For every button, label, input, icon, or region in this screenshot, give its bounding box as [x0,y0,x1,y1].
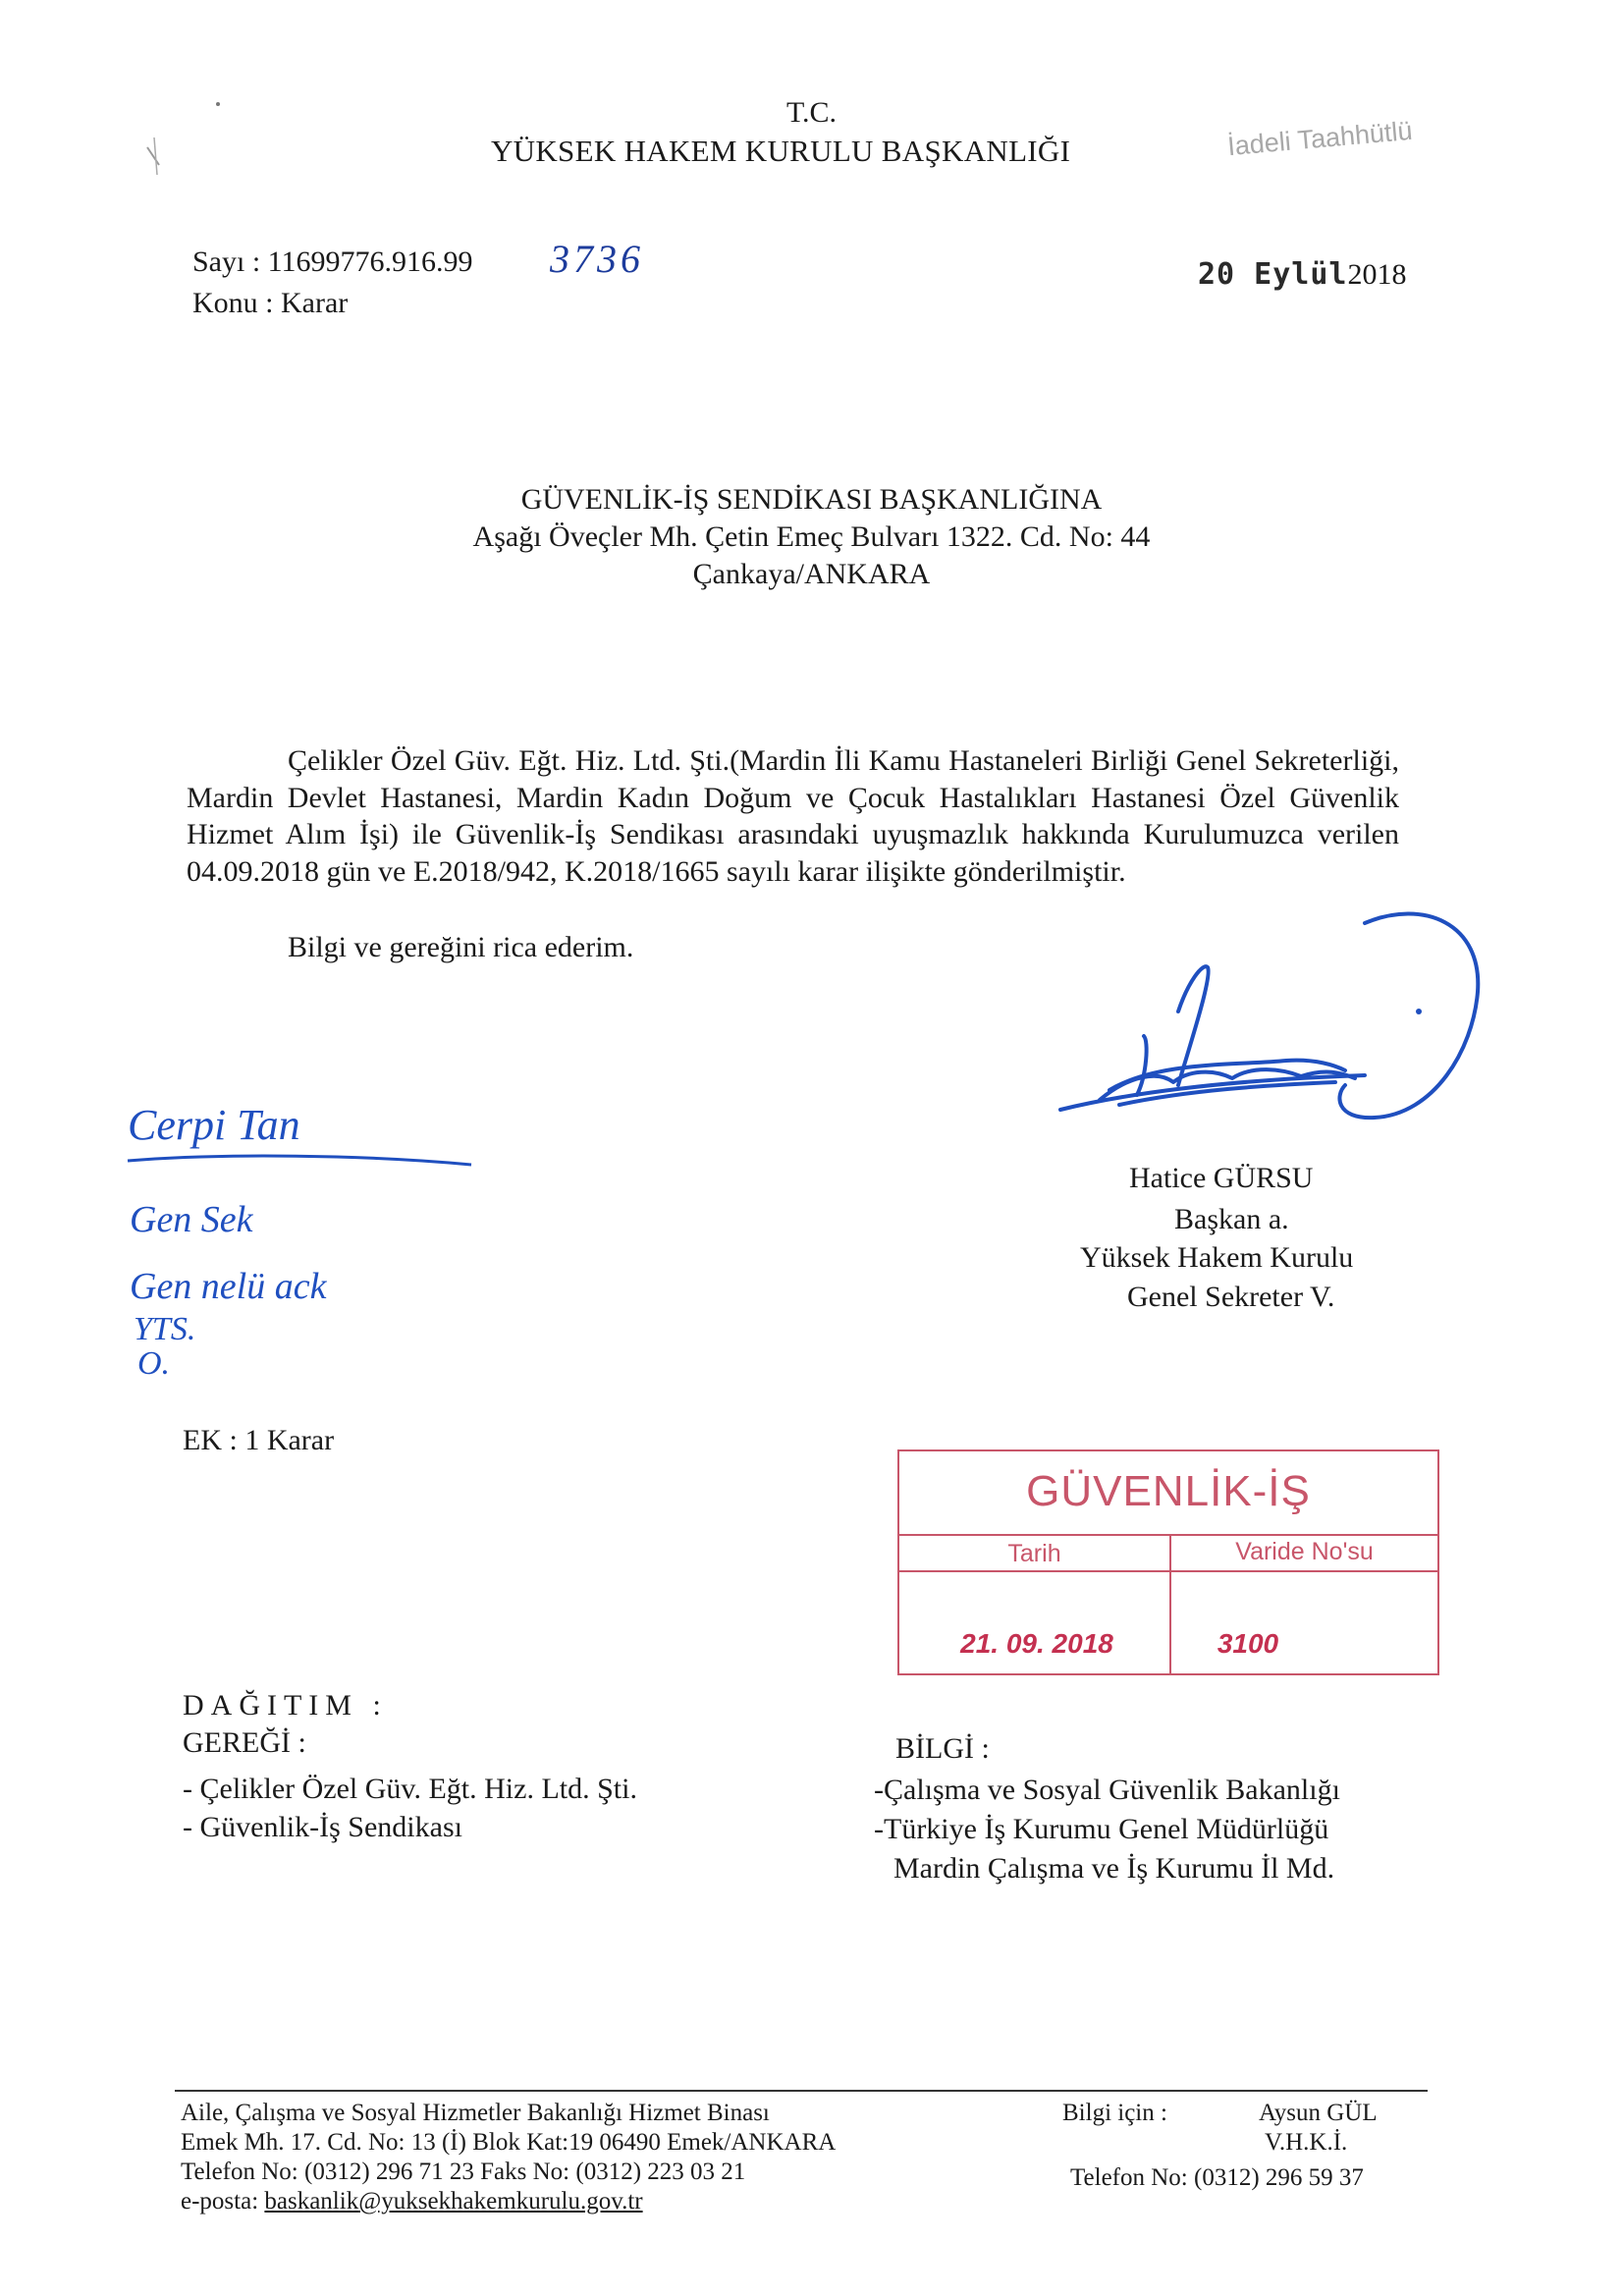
handwritten-note-line-3: Gen nelü ack [130,1266,327,1307]
date-stamp: 20 Eylül [1198,257,1348,292]
footer-info-name: Aysun GÜL [1259,2100,1378,2126]
distribution-info-item: -Türkiye İş Kurumu Genel Müdürlüğü [874,1813,1329,1845]
signatory-name: Hatice GÜRSU [1129,1162,1314,1194]
handwritten-note-line-1: Cerpi Tan [128,1101,300,1149]
stamp-date-value: 21. 09. 2018 [960,1628,1113,1659]
date-year: 2018 [1347,258,1407,291]
signatory-title-1: Başkan a. [1174,1203,1289,1235]
header-tc: T.C. [785,96,838,129]
distribution-info-label: BİLGİ : [895,1732,990,1765]
stamp-date-label: Tarih [1007,1540,1061,1567]
distribution-title: DAĞITIM : [183,1689,388,1722]
stamp-title: GÜVENLİK-İŞ [1026,1467,1311,1515]
attachment-note: EK : 1 Karar [183,1424,335,1456]
postal-registered-stamp: İadeli Taahhütlü [1226,115,1414,162]
stamp-number-value: 3100 [1217,1628,1279,1659]
handwritten-note-line-4: YTS. [134,1311,196,1347]
addressee-street: Aşağı Öveçler Mh. Çetin Emeç Bulvarı 1322. Cd. No: 44 [472,520,1151,553]
stamp-number-label: Varide No'su [1235,1538,1374,1565]
signatory-title-3: Genel Sekreter V. [1127,1281,1335,1313]
stamp-divider [899,1570,1437,1572]
footer-info-label: Bilgi için : [1062,2100,1167,2126]
handwritten-underline [123,1151,476,1171]
document-date [1198,257,1407,292]
footer-email-link[interactable]: baskanlik@yuksekhakemkurulu.gov.tr [264,2188,643,2214]
footer-email-line [181,2187,643,2216]
distribution-info-item: Mardin Çalışma ve İş Kurumu İl Md. [893,1852,1335,1885]
distribution-action-item: - Güvenlik-İş Sendikası [183,1811,462,1843]
header-organization: YÜKSEK HAKEM KURULU BAŞKANLIĞI [491,134,1071,168]
handwritten-note-line-5: O. [137,1345,171,1382]
handwritten-reference-number: 3736 [550,237,644,281]
footer-phones: Telefon No: (0312) 296 71 23 Faks No: (0312) 223 03 21 [181,2159,746,2185]
handwritten-note-line-2: Gen Sek [130,1199,253,1240]
footer-info-role: V.H.K.İ. [1265,2129,1348,2156]
stamp-divider [899,1534,1437,1536]
addressee-city: Çankaya/ANKARA [692,558,931,590]
incoming-document-stamp [897,1449,1439,1675]
distribution-action-item: - Çelikler Özel Güv. Eğt. Hiz. Ltd. Şti. [183,1773,637,1805]
addressee-name: GÜVENLİK-İŞ SENDİKASI BAŞKANLIĞINA [520,483,1103,516]
distribution-info-item: -Çalışma ve Sosyal Güvenlik Bakanlığı [874,1774,1340,1806]
reference-number: Sayı : 11699776.916.99 [192,246,473,278]
subject-line: Konu : Karar [192,287,349,319]
footer-address-line-2: Emek Mh. 17. Cd. No: 13 (İ) Blok Kat:19 06490 Emek/ANKARA [181,2129,837,2156]
handwritten-signature [1041,903,1502,1159]
footer-address-line-1: Aile, Çalışma ve Sosyal Hizmetler Bakanlığı Hizmet Binası [181,2100,770,2126]
footer-email-label: e-posta: [181,2188,265,2214]
handwritten-note [118,1100,530,1394]
footer-divider [175,2090,1428,2092]
body-closing: Bilgi ve gereğini rica ederim. [288,931,634,963]
body-paragraph: Çelikler Özel Güv. Eğt. Hiz. Ltd. Şti.(Mardin İli Kamu Hastaneleri Birliği Genel Sekreterliği, Mardin Devlet Hastanesi, Mardin Kadın Doğum ve Çocuk Hastalıkları Hastanesi Özel Güvenlik Hizmet Alım İşi) ile Güvenlik-İş Sendikası arasındaki uyuşmazlık hakkında Kurulumuzca verilen 04.09.2018 gün ve E.2018/942, K.2018/1665 sayılı karar ilişikte gönderilmiştir. [187,744,1399,888]
distribution-action-label: GEREĞİ : [183,1726,306,1759]
footer-info-phone: Telefon No: (0312) 296 59 37 [1070,2164,1364,2191]
signatory-title-2: Yüksek Hakem Kurulu [1080,1241,1354,1274]
